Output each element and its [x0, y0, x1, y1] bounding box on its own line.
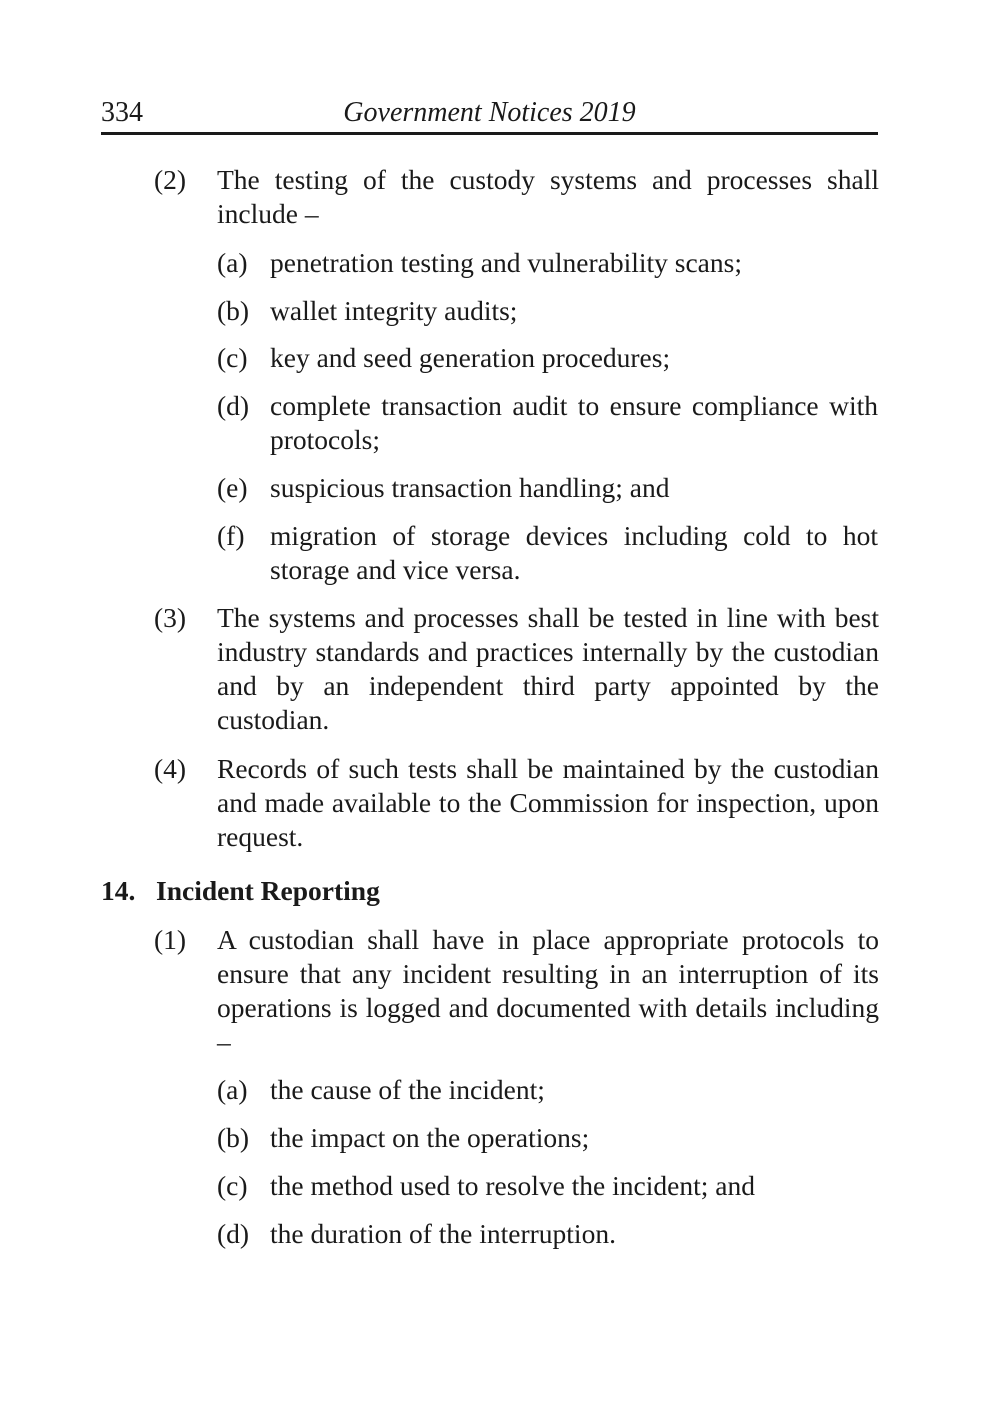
- paragraph-label: (3): [154, 602, 187, 633]
- list-item-label: (b): [217, 1122, 250, 1153]
- list-item-text: penetration testing and vulnerability scans;: [270, 247, 742, 278]
- list-item-label: (d): [217, 390, 250, 421]
- section-title: Incident Reporting: [156, 875, 380, 906]
- list-item-text: the duration of the interruption.: [270, 1218, 616, 1249]
- paragraph-text: The testing of the custody systems and processes shall include –: [217, 164, 879, 229]
- list-item-label: (f): [217, 520, 245, 551]
- paragraph-label: (4): [154, 753, 187, 784]
- header-rule: [101, 132, 878, 135]
- list-item-text: the method used to resolve the incident; and: [270, 1170, 755, 1201]
- paragraph-label: (1): [154, 924, 187, 955]
- list-item-text: the impact on the operations;: [270, 1122, 590, 1153]
- list-item-label: (c): [217, 342, 248, 373]
- list-item-label: (a): [217, 247, 248, 278]
- list-item-label: (e): [217, 472, 248, 503]
- list-item-text: the cause of the incident;: [270, 1074, 545, 1105]
- list-item-text: key and seed generation procedures;: [270, 342, 671, 373]
- page-header: [101, 93, 878, 133]
- paragraph-text: Records of such tests shall be maintained by the custodian and made available to the Commission for inspection, upon request.: [217, 753, 879, 852]
- running-title: Government Notices 2019: [343, 97, 636, 128]
- section-number: 14.: [101, 875, 136, 906]
- list-item-text: complete transaction audit to ensure compliance with protocols;: [270, 390, 878, 455]
- paragraph-text: A custodian shall have in place appropriate protocols to ensure that any incident resulting in an interruption of its operations is logged and documented with details including –: [217, 924, 879, 1057]
- list-item-text: suspicious transaction handling; and: [270, 472, 670, 503]
- list-item-label: (c): [217, 1170, 248, 1201]
- paragraph-label: (2): [154, 164, 187, 195]
- page-number: 334: [101, 97, 143, 128]
- list-item-label: (a): [217, 1074, 248, 1105]
- list-item-text: wallet integrity audits;: [270, 295, 518, 326]
- section-heading: [101, 874, 380, 908]
- list-item-text: migration of storage devices including cold to hot storage and vice versa.: [270, 520, 878, 585]
- list-item-label: (b): [217, 295, 250, 326]
- paragraph-2: [0, 163, 1000, 231]
- paragraph-text: The systems and processes shall be tested in line with best industry standards and practices internally by the custodian and by an independent third party appointed by the custodian.: [217, 602, 879, 735]
- list-item-label: (d): [217, 1218, 250, 1249]
